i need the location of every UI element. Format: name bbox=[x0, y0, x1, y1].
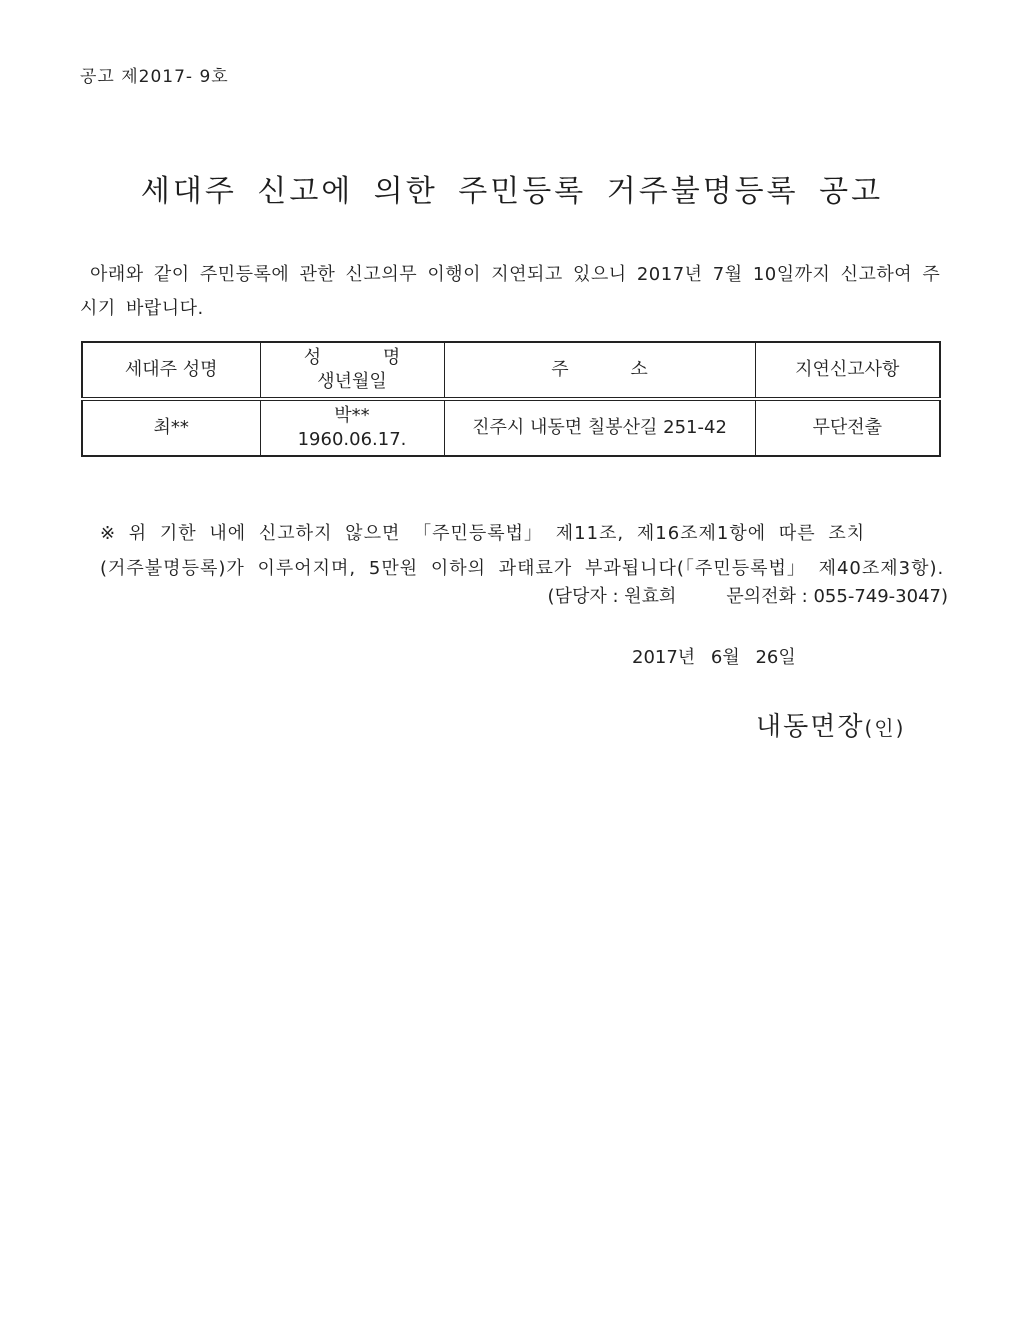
header-delay-item-label: 지연신고사항 bbox=[795, 359, 900, 380]
table-header-row bbox=[82, 342, 940, 399]
seal-mark: (인) bbox=[864, 716, 906, 740]
header-head-name bbox=[82, 342, 260, 399]
cell-address-value: 진주시 내동면 칠봉산길 251-42 bbox=[472, 417, 727, 438]
cell-head-name bbox=[82, 399, 260, 456]
contact-phone: 문의전화 : 055-749-3047) bbox=[726, 586, 948, 607]
cell-head-name-value: 최** bbox=[153, 417, 189, 438]
cell-birth-date-value: 1960.06.17. bbox=[297, 429, 407, 450]
cell-delay-item-value: 무단전출 bbox=[812, 417, 883, 438]
cell-address bbox=[444, 399, 755, 456]
header-head-name-label: 세대주 성명 bbox=[124, 359, 218, 380]
header-address bbox=[444, 342, 755, 399]
table-row bbox=[82, 399, 940, 456]
penalty-note bbox=[100, 516, 952, 586]
signer-name: 내동면장 bbox=[756, 712, 865, 742]
notice-table bbox=[81, 341, 941, 457]
cell-person-name-value: 박** bbox=[334, 405, 370, 426]
penalty-note-line-2: (거주불명등록)가 이루어지며, 5만원 이하의 과태료가 부과됩니다(「주민등록법」 제40조제3항). bbox=[100, 558, 945, 579]
header-address-label: 주 소 bbox=[551, 359, 676, 380]
cell-delay-item bbox=[755, 399, 940, 456]
header-person-name-label: 성 명 bbox=[303, 347, 429, 368]
header-name-birth bbox=[260, 342, 444, 399]
contact-info bbox=[548, 584, 948, 610]
penalty-note-line-1: ※ 위 기한 내에 신고하지 않으면 「주민등록법」 제11조, 제16조제1항에 따른 조치 bbox=[100, 523, 866, 544]
cell-name-birth bbox=[260, 399, 444, 456]
notice-number: 공고 제2017- 9호 bbox=[80, 67, 229, 87]
issue-date: 2017년 6월 26일 bbox=[632, 647, 796, 668]
signer-block bbox=[756, 706, 905, 743]
header-birth-date-label: 생년월일 bbox=[317, 371, 387, 392]
intro-paragraph: 아래와 같이 주민등록에 관한 신고의무 이행이 지연되고 있으니 2017년 7월 10일까지 신고하여 주시기 바랍니다. bbox=[80, 264, 941, 319]
document-title: 세대주 신고에 의한 주민등록 거주불명등록 공고 bbox=[140, 174, 884, 209]
contact-person: (담당자 : 원효희 bbox=[547, 586, 677, 607]
header-delay-item bbox=[755, 342, 940, 399]
